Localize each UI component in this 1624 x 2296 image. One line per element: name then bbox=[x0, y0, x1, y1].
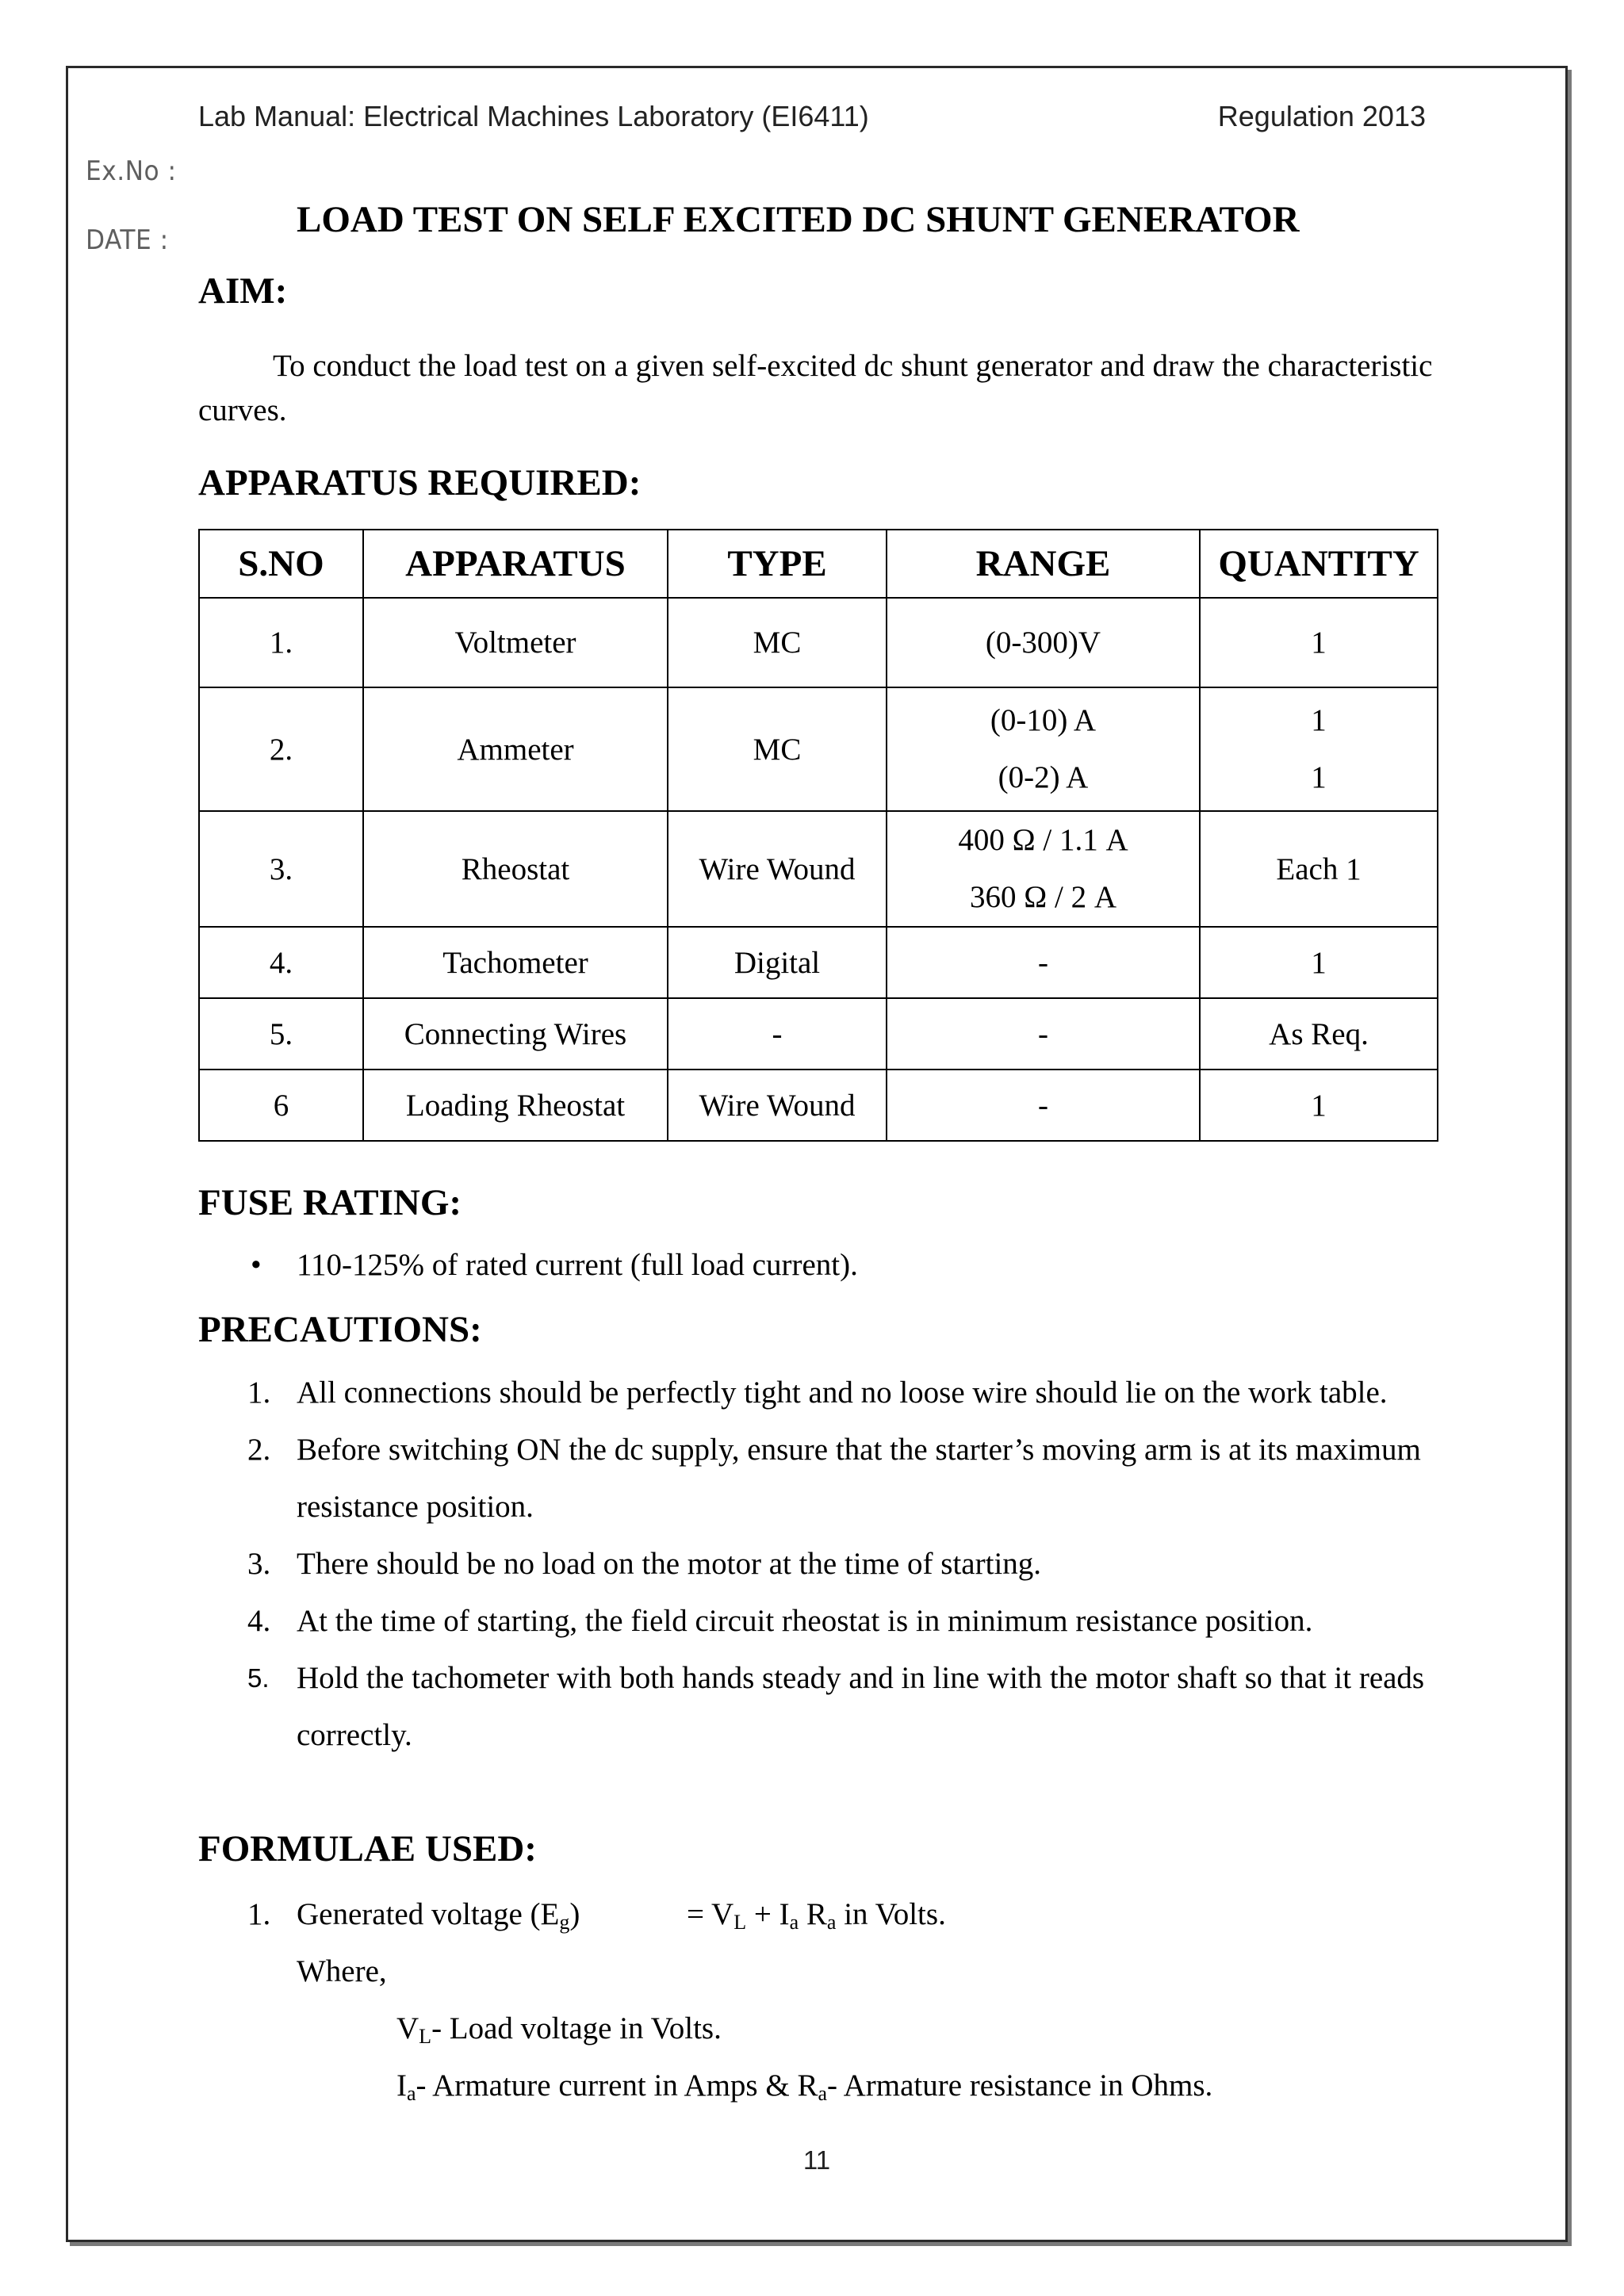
formula-label bbox=[297, 1896, 580, 1932]
cell-quantity: Each 1 bbox=[1200, 811, 1438, 927]
eq-part: + I bbox=[746, 1897, 790, 1931]
col-type: TYPE bbox=[668, 530, 887, 598]
aim-text: To conduct the load test on a given self-excited dc shunt generator and draw the characteristic curves. bbox=[198, 349, 1433, 427]
cell-apparatus: Connecting Wires bbox=[363, 998, 668, 1070]
label-sub: g bbox=[559, 1911, 570, 1934]
range-line: 360 Ω / 2 A bbox=[970, 880, 1116, 914]
date-stamp: DATE : bbox=[86, 224, 169, 256]
list-item bbox=[198, 1536, 1446, 1593]
page-number: 11 bbox=[802, 2145, 831, 2175]
cell-sno: 1. bbox=[199, 598, 363, 687]
list-item bbox=[198, 1650, 1446, 1764]
precautions-list bbox=[198, 1364, 1446, 1764]
label-text: Generated voltage (E bbox=[297, 1897, 560, 1931]
apparatus-heading: APPARATUS REQUIRED: bbox=[198, 462, 642, 503]
qty-line: 1 bbox=[1311, 703, 1327, 737]
fuse-heading: FUSE RATING: bbox=[198, 1182, 462, 1223]
cell-type: Digital bbox=[668, 927, 887, 998]
item-text: At the time of starting, the field circuit rheostat is in minimum resistance position. bbox=[297, 1604, 1313, 1638]
list-item bbox=[198, 1422, 1446, 1536]
formula-number: 1. bbox=[247, 1897, 271, 1931]
page-title: LOAD TEST ON SELF EXCITED DC SHUNT GENERATOR bbox=[297, 199, 1300, 240]
cell-range: (0-300)V bbox=[887, 598, 1200, 687]
table-row bbox=[199, 927, 1438, 998]
fuse-text: 110-125% of rated current (full load current). bbox=[297, 1248, 858, 1282]
list-item bbox=[198, 1593, 1446, 1650]
table-header-row bbox=[199, 530, 1438, 598]
definition-vl bbox=[396, 2011, 722, 2046]
cell-sno: 3. bbox=[199, 811, 363, 927]
def-sub: a bbox=[818, 2082, 827, 2105]
table-row bbox=[199, 687, 1438, 811]
cell-quantity: 1 bbox=[1200, 598, 1438, 687]
cell-range: - bbox=[887, 998, 1200, 1070]
cell-type: Wire Wound bbox=[668, 811, 887, 927]
range-line: (0-10) A bbox=[990, 703, 1097, 737]
exno-stamp: Ex.No : bbox=[86, 155, 177, 187]
apparatus-table bbox=[198, 529, 1438, 1142]
cell-range bbox=[887, 811, 1200, 927]
cell-sno: 5. bbox=[199, 998, 363, 1070]
list-item bbox=[198, 1364, 1446, 1422]
item-text: There should be no load on the motor at the time of starting. bbox=[297, 1547, 1042, 1581]
item-text: Hold the tachometer with both hands steady and in line with the motor shaft so that it reads correctly. bbox=[297, 1661, 1425, 1752]
cell-quantity: 1 bbox=[1200, 1070, 1438, 1141]
label-end: ) bbox=[569, 1897, 580, 1931]
cell-sno: 6 bbox=[199, 1070, 363, 1141]
cell-sno: 2. bbox=[199, 687, 363, 811]
col-range: RANGE bbox=[887, 530, 1200, 598]
where-label: Where, bbox=[297, 1954, 387, 1988]
cell-quantity: As Req. bbox=[1200, 998, 1438, 1070]
range-line: (0-2) A bbox=[998, 760, 1089, 794]
def-text: - Load voltage in Volts. bbox=[431, 2011, 722, 2045]
table-row bbox=[199, 811, 1438, 927]
cell-apparatus: Loading Rheostat bbox=[363, 1070, 668, 1141]
cell-sno: 4. bbox=[199, 927, 363, 998]
cell-range: - bbox=[887, 927, 1200, 998]
eq-part: = V bbox=[687, 1897, 734, 1931]
cell-apparatus: Ammeter bbox=[363, 687, 668, 811]
eq-sub: a bbox=[826, 1911, 837, 1934]
cell-apparatus: Tachometer bbox=[363, 927, 668, 998]
qty-line: 1 bbox=[1311, 760, 1327, 794]
item-number: 1. bbox=[247, 1376, 271, 1410]
def-sym: V bbox=[396, 2011, 419, 2045]
item-text: All connections should be perfectly tight and no loose wire should lie on the work table. bbox=[297, 1376, 1388, 1410]
def-text: - Armature resistance in Ohms. bbox=[827, 2068, 1213, 2103]
def-sub: a bbox=[407, 2082, 416, 2105]
cell-type: MC bbox=[668, 687, 887, 811]
formula-equation bbox=[687, 1896, 946, 1932]
formulae-heading: FORMULAE USED: bbox=[198, 1828, 537, 1869]
eq-sub: L bbox=[733, 1911, 747, 1934]
precautions-heading: PRECAUTIONS: bbox=[198, 1309, 482, 1350]
table-row bbox=[199, 1070, 1438, 1141]
header-regulation: Regulation 2013 bbox=[1217, 100, 1426, 132]
cell-range bbox=[887, 687, 1200, 811]
col-sno: S.NO bbox=[199, 530, 363, 598]
item-number: 3. bbox=[247, 1547, 271, 1581]
eq-sub: a bbox=[789, 1911, 799, 1934]
aim-heading: AIM: bbox=[198, 270, 288, 312]
eq-part: R bbox=[799, 1897, 827, 1931]
cell-quantity bbox=[1200, 687, 1438, 811]
header-title: Lab Manual: Electrical Machines Laboratory (EI6411) bbox=[198, 100, 869, 132]
def-text: - Armature current in Amps & R bbox=[416, 2068, 818, 2103]
def-sub: L bbox=[419, 2025, 432, 2048]
definition-ia bbox=[396, 2068, 1212, 2103]
def-sym: I bbox=[396, 2068, 407, 2103]
item-number: 5. bbox=[247, 1663, 270, 1693]
cell-apparatus: Rheostat bbox=[363, 811, 668, 927]
cell-range: - bbox=[887, 1070, 1200, 1141]
item-number: 2. bbox=[247, 1433, 271, 1467]
cell-type: Wire Wound bbox=[668, 1070, 887, 1141]
cell-type: - bbox=[668, 998, 887, 1070]
cell-quantity: 1 bbox=[1200, 927, 1438, 998]
item-number: 4. bbox=[247, 1604, 271, 1638]
range-line: 400 Ω / 1.1 A bbox=[958, 823, 1128, 857]
table-row bbox=[199, 998, 1438, 1070]
bullet-icon: • bbox=[251, 1248, 262, 1282]
aim-paragraph bbox=[198, 344, 1435, 433]
col-apparatus: APPARATUS bbox=[363, 530, 668, 598]
eq-part: in Volts. bbox=[836, 1897, 946, 1931]
cell-type: MC bbox=[668, 598, 887, 687]
cell-apparatus: Voltmeter bbox=[363, 598, 668, 687]
item-text: Before switching ON the dc supply, ensure that the starter’s moving arm is at its maximum resistance position. bbox=[297, 1433, 1421, 1524]
table-row bbox=[199, 598, 1438, 687]
col-quantity: QUANTITY bbox=[1200, 530, 1438, 598]
